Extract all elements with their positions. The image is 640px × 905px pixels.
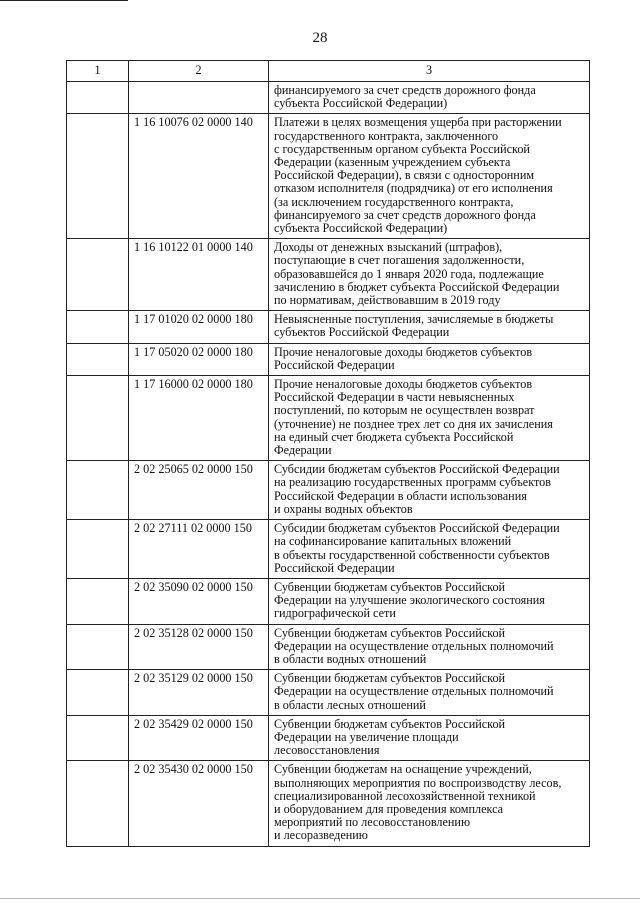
column-header-1: 1: [67, 61, 129, 82]
income-description-cell: Субвенции бюджетам на оснащение учреждений, выполняющих мероприятия по воспроизводству лесов, специализированной лесохозяйственной техникой и оборудованием для проведения комплекса мероприятий по лесовосстановлению и лесоразведению: [269, 761, 590, 846]
budget-code-cell: 1 17 05020 02 0000 180: [129, 343, 269, 375]
table-row: [67, 670, 590, 716]
table-row: [67, 239, 590, 311]
income-description-cell: Субвенции бюджетам субъектов Российской Федерации на осуществление отдельных полномочий в области лесных отношений: [269, 670, 590, 716]
budget-code-cell: 2 02 35128 02 0000 150: [129, 624, 269, 670]
budget-codes-table: [66, 60, 590, 847]
row-index-cell: [67, 343, 129, 375]
row-index-cell: [67, 578, 129, 624]
budget-code-cell: 1 17 16000 02 0000 180: [129, 376, 269, 461]
budget-code-cell: 2 02 25065 02 0000 150: [129, 461, 269, 520]
row-index-cell: [67, 376, 129, 461]
table-row: [67, 715, 590, 761]
page-bottom-edge: [0, 898, 640, 899]
table-body: [67, 82, 590, 847]
row-index-cell: [67, 82, 129, 114]
budget-code-cell: 1 17 01020 02 0000 180: [129, 311, 269, 343]
income-description-cell: Субсидии бюджетам субъектов Российской Федерации на реализацию государственных программ субъектов Российской Федерации в области использования и охраны водных объектов: [269, 461, 590, 520]
table-row: [67, 343, 590, 375]
table-row: [67, 376, 590, 461]
income-description-cell: Субвенции бюджетам субъектов Российской Федерации на улучшение экологического состояния гидрографической сети: [269, 578, 590, 624]
row-index-cell: [67, 114, 129, 239]
table-header-row: [67, 61, 590, 82]
row-index-cell: [67, 624, 129, 670]
row-index-cell: [67, 461, 129, 520]
income-description-cell: Платежи в целях возмещения ущерба при расторжении государственного контракта, заключенного с государственным органом субъекта Российской Федерации (казенным учреждением субъекта Российской Федерации), в связи с односторонним отказом исполнителя (подрядчика) от его исполнения (за исключением государственного контракта, финансируемого за счет средств дорожного фонда субъекта Российской Федерации): [269, 114, 590, 239]
table-row: [67, 461, 590, 520]
income-description-cell: финансируемого за счет средств дорожного фонда субъекта Российской Федерации): [269, 82, 590, 114]
row-index-cell: [67, 715, 129, 761]
income-description-cell: Субсидии бюджетам субъектов Российской Федерации на софинансирование капитальных вложений в объекты государственной собственности субъектов Российской Федерации: [269, 520, 590, 579]
table-row: [67, 578, 590, 624]
table-row: [67, 311, 590, 343]
budget-code-cell: 1 16 10076 02 0000 140: [129, 114, 269, 239]
table-row: [67, 114, 590, 239]
table-row: [67, 520, 590, 579]
income-description-cell: Субвенции бюджетам субъектов Российской Федерации на осуществление отдельных полномочий в области водных отношений: [269, 624, 590, 670]
budget-code-cell: 2 02 35429 02 0000 150: [129, 715, 269, 761]
row-index-cell: [67, 670, 129, 716]
column-header-2: 2: [129, 61, 269, 82]
table-row: [67, 82, 590, 114]
top-left-rule: [0, 0, 128, 1]
income-description-cell: Доходы от денежных взысканий (штрафов), поступающие в счет погашения задолженности, образовавшейся до 1 января 2020 года, подлежащие зачислению в бюджет субъекта Российской Федерации по нормативам, действовавшим в 2019 году: [269, 239, 590, 311]
table-row: [67, 624, 590, 670]
row-index-cell: [67, 520, 129, 579]
column-header-3: 3: [269, 61, 590, 82]
income-description-cell: Прочие неналоговые доходы бюджетов субъектов Российской Федерации: [269, 343, 590, 375]
budget-code-cell: 1 16 10122 01 0000 140: [129, 239, 269, 311]
row-index-cell: [67, 239, 129, 311]
row-index-cell: [67, 761, 129, 846]
budget-code-cell: 2 02 35090 02 0000 150: [129, 578, 269, 624]
budget-code-cell: [129, 82, 269, 114]
budget-code-cell: 2 02 35430 02 0000 150: [129, 761, 269, 846]
income-description-cell: Субвенции бюджетам субъектов Российской Федерации на увеличение площади лесовосстановления: [269, 715, 590, 761]
row-index-cell: [67, 311, 129, 343]
table-row: [67, 761, 590, 846]
budget-code-cell: 2 02 27111 02 0000 150: [129, 520, 269, 579]
income-description-cell: Невыясненные поступления, зачисляемые в бюджеты субъектов Российской Федерации: [269, 311, 590, 343]
budget-code-cell: 2 02 35129 02 0000 150: [129, 670, 269, 716]
income-description-cell: Прочие неналоговые доходы бюджетов субъектов Российской Федерации в части невыясненных поступлений, по которым не осуществлен возврат (уточнение) не позднее трех лет со дня их зачисления на единый счет бюджета субъекта Российской Федерации: [269, 376, 590, 461]
page-number: 28: [312, 30, 328, 46]
